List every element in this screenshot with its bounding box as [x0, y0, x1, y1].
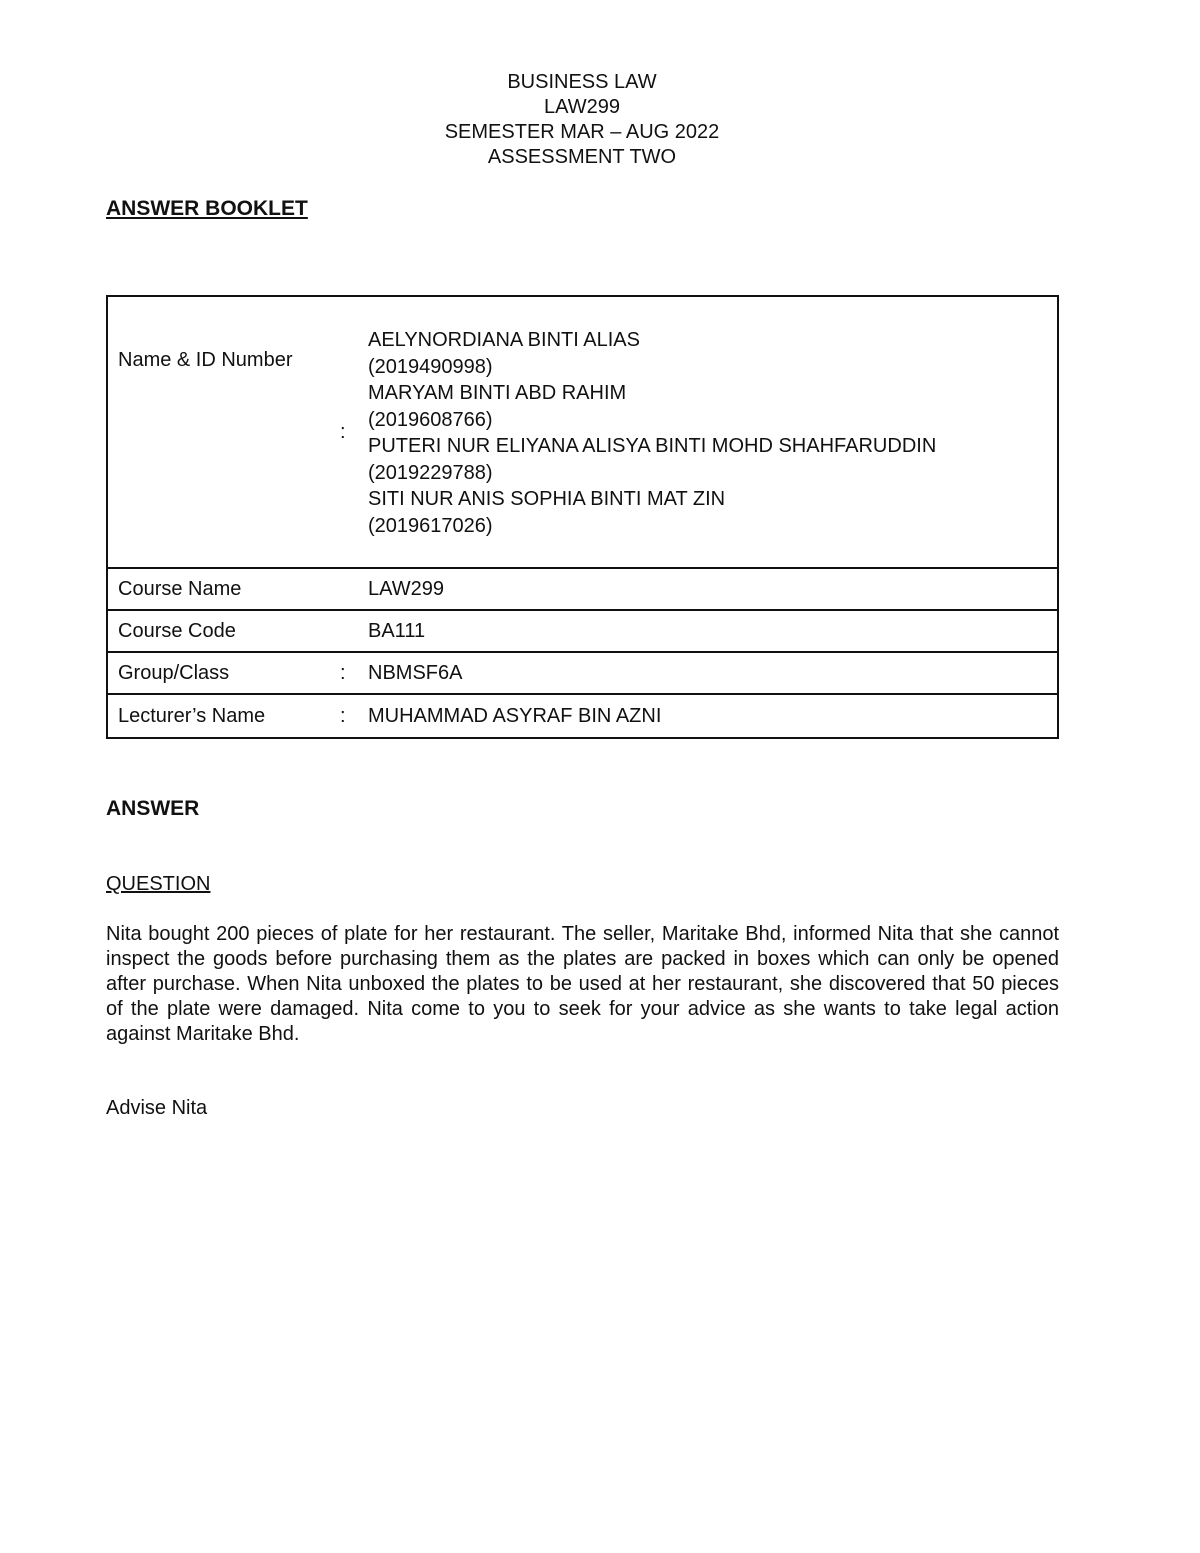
course-name-colon-cell: [340, 568, 368, 610]
student-name: PUTERI NUR ELIYANA ALISYA BINTI MOHD SHAHFARUDDIN: [368, 435, 937, 457]
student-name: MARYAM BINTI ABD RAHIM: [368, 382, 627, 404]
table-row-lecturer: [107, 694, 1058, 738]
question-text: Nita bought 200 pieces of plate for her restaurant. The seller, Maritake Bhd, informed Nita that she cannot inspect the goods before purchasing them as the plates are packed in boxes which can only be opened after purchase. When Nita unboxed the plates to be used at her restaurant, she discovered that 50 pieces of the plate were damaged. Nita come to you to seek for your advice as she wants to take legal action against Maritake Bhd.: [106, 923, 1059, 1045]
course-code-label: Course Code: [107, 610, 340, 652]
course-name-value: LAW299: [368, 568, 1058, 610]
course-name-label: Course Name: [107, 568, 340, 610]
header-assessment: ASSESSMENT TWO: [487, 146, 677, 168]
table-row-names: [107, 296, 1058, 568]
table-row-course-code: [107, 610, 1058, 652]
header-subject: BUSINESS LAW: [507, 71, 657, 93]
answer-booklet-title: ANSWER BOOKLET: [106, 197, 308, 220]
group-class-label: Group/Class: [107, 652, 340, 694]
lecturer-value: MUHAMMAD ASYRAF BIN AZNI: [368, 694, 1058, 738]
question-label: QUESTION: [106, 873, 211, 895]
group-class-colon: :: [340, 652, 368, 694]
names-value-cell: [368, 296, 1058, 568]
header-semester: SEMESTER MAR – AUG 2022: [444, 121, 720, 143]
student-name: SITI NUR ANIS SOPHIA BINTI MAT ZIN: [368, 488, 726, 510]
names-colon: :: [340, 296, 368, 568]
names-list: [368, 297, 1057, 567]
course-code-colon-cell: [340, 610, 368, 652]
group-class-value: NBMSF6A: [368, 652, 1058, 694]
student-id: (2019608766): [368, 408, 493, 431]
student-name: AELYNORDIANA BINTI ALIAS: [368, 329, 640, 351]
course-code-value: BA111: [368, 610, 1058, 652]
answer-title: ANSWER: [106, 797, 200, 820]
table-row-group-class: [107, 652, 1058, 694]
lecturer-label: Lecturer’s Name: [107, 694, 340, 738]
header-course-code: LAW299: [544, 96, 620, 118]
table-row-course-name: [107, 568, 1058, 610]
lecturer-colon: :: [340, 694, 368, 738]
names-label: Name & ID Number: [107, 296, 340, 568]
student-id: (2019229788): [368, 461, 493, 484]
advise-text: Advise Nita: [106, 1097, 208, 1119]
student-id: (2019490998): [368, 355, 493, 378]
student-info-table: [106, 295, 1059, 739]
document-header: [0, 70, 1164, 170]
student-id: (2019617026): [368, 514, 493, 537]
